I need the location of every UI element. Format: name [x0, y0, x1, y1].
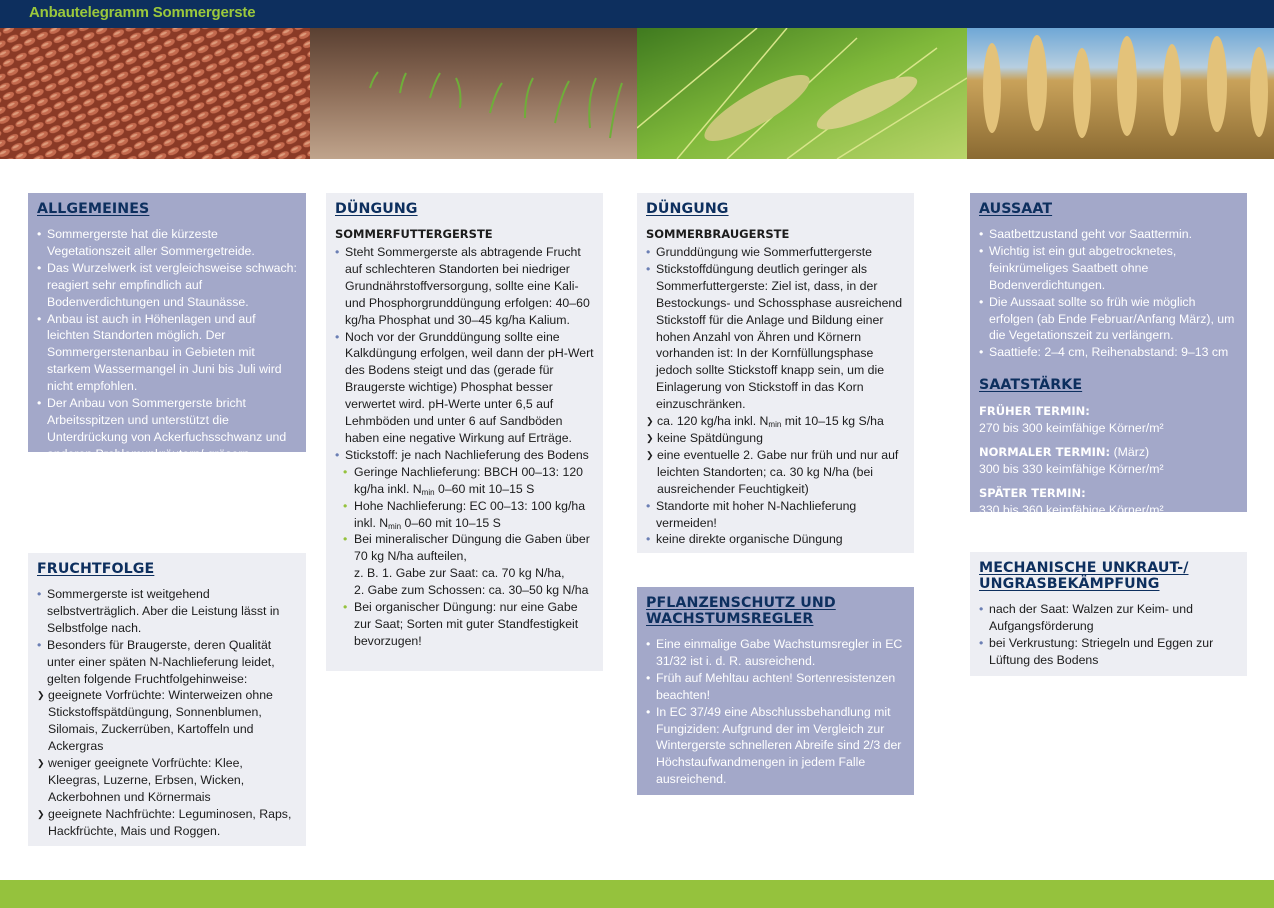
- barley-grains-icon: [0, 28, 310, 159]
- list-item: • Das Wurzelwerk ist vergleichsweise schwach: reagiert sehr empfindlich auf Bodenverdichtungen und Staunässe.: [37, 260, 297, 311]
- page-title: Anbautelegramm Sommergerste: [29, 4, 256, 21]
- list-item: • Steht Sommergerste als abtragende Frucht auf schlechteren Standorten bei niedriger Grundnährstoffversorgung, sollte eine Kali- und Phosphorgrunddüngung erfolgen: 40–60 kg/ha Phosphat und 30–45 kg/ha Kalium.: [335, 244, 594, 329]
- saatstaerke-heading: SAATSTÄRKE: [979, 377, 1083, 394]
- list-item: • Die Aussaat sollte so früh wie möglich erfolgen (ab Ende Februar/Anfang März), um die Vegetationszeit zu verlängern.: [979, 294, 1238, 345]
- list-item: • Geringe Nachlieferung: BBCH 00–13: 120 kg/ha inkl. $N_{min}$ 0–60 mit 10–15 S: [335, 464, 594, 498]
- fruchtfolge-heading: FRUCHTFOLGE: [37, 561, 155, 577]
- seedlings-photo: [310, 28, 637, 159]
- list-item: ❯ keine Spätdüngung: [646, 430, 905, 447]
- green-ears-icon: [637, 28, 967, 159]
- early-term: FRÜHER TERMIN: 270 bis 300 keimfähige Körner/m²: [979, 404, 1164, 436]
- aussaat-list: [979, 226, 1238, 361]
- aussaat-box: [970, 193, 1247, 517]
- list-item: • Der Anbau von Sommergerste bricht Arbeitsspitzen und unterstützt die Unterdrückung von Ackerfuchsschwanz und anderen Problemunkräutern/-gräsern.: [37, 395, 297, 463]
- list-item: • Grunddüngung wie Sommerfuttergerste: [646, 244, 905, 261]
- list-item: • Sommergerste ist weitgehend selbstverträglich. Aber die Leistung lässt in Selbstfolge nach.: [37, 586, 297, 637]
- ripe-ears-photo: [967, 28, 1274, 159]
- list-item: • Wichtig ist ein gut abgetrocknetes, feinkrümeliges Saatbett ohne Bodenverdichtungen.: [979, 243, 1238, 294]
- list-item: ❯ eine eventuelle 2. Gabe nur früh und nur auf leichten Standorten; ca. 30 kg N/ha (bei ausreichender Feuchtigkeit): [646, 447, 905, 498]
- list-item: • Saattiefe: 2–4 cm, Reihenabstand: 9–13 cm: [979, 344, 1238, 361]
- green-ears-photo: [637, 28, 967, 159]
- duengung-futter-subheading: SOMMERFUTTERGERSTE: [335, 227, 493, 241]
- list-item: • Noch vor der Grunddüngung sollte eine Kalkdüngung erfolgen, weil dann der pH-Wert des Bodens steigt und das (gerade für Braugerste wichtige) Phosphat besser verwertet wird. pH-Werte unter 6,5 auf Lehmböden und unter 6 auf Sandböden haben eine negative Wirkung auf Erträge.: [335, 329, 594, 447]
- list-item: • Saatbettzustand geht vor Saattermin.: [979, 226, 1238, 243]
- unkraut-list: [979, 601, 1238, 669]
- fruchtfolge-list: [37, 586, 297, 840]
- header-bar: [0, 0, 1274, 28]
- list-item: • Standorte mit hoher N-Nachlieferung vermeiden!: [646, 498, 905, 532]
- pflanzenschutz-box: [637, 587, 914, 795]
- duengung-futter-list: [335, 244, 594, 650]
- unkraut-heading: MECHANISCHE UNKRAUT-/ UNGRASBEKÄMPFUNG: [979, 560, 1189, 592]
- duengung-futtergerste-box: [326, 193, 603, 671]
- list-item: ❯ weniger geeignete Vorfrüchte: Klee, Kleegras, Luzerne, Erbsen, Wicken, Ackerbohnen und Körnermais: [37, 755, 297, 806]
- duengung-braugerste-box: [637, 193, 914, 553]
- list-item: • Bei mineralischer Düngung die Gaben über 70 kg N/ha aufteilen, z. B. 1. Gabe zur Saat: ca. 70 kg N/ha, 2. Gabe zum Schossen: ca. 30–50 kg N/ha: [335, 531, 594, 599]
- late-term: SPÄTER TERMIN: 330 bis 360 keimfähige Körner/m²: [979, 485, 1164, 517]
- list-item: ❯ geeignete Vorfrüchte: Winterweizen ohne Stickstoffspätdüngung, Sonnenblumen, Silomais, Zuckerrüben, Kartoffeln und Ackergras: [37, 687, 297, 755]
- unkraut-box: [970, 552, 1247, 676]
- ripe-ears-icon: [967, 28, 1274, 159]
- list-item: • Anbau ist auch in Höhenlagen und auf leichten Standorten möglich. Der Sommergerstenanbau in Gebieten mit starkem Wassermangel in Juni bis Juli wird nicht empfohlen.: [37, 311, 297, 396]
- list-item: • Hohe Nachlieferung: EC 00–13: 100 kg/ha inkl. $N_{min}$ 0–60 mit 10–15 S: [335, 498, 594, 532]
- duengung-brau-list: [646, 244, 905, 548]
- footer-bar: [0, 880, 1274, 908]
- normal-term: NORMALER TERMIN: (März) 300 bis 330 keimfähige Körner/m²: [979, 445, 1164, 476]
- list-item: • Eine einmalige Gabe Wachstumsregler in EC 31/32 ist i. d. R. ausreichend.: [646, 636, 905, 670]
- list-item: ❯ geeignete Nachfrüchte: Leguminosen, Raps, Hackfrüchte, Mais und Roggen.: [37, 806, 297, 840]
- allgemeines-heading: ALLGEMEINES: [37, 201, 150, 217]
- list-item: • Sommergerste hat die kürzeste Vegetationszeit aller Sommergetreide.: [37, 226, 297, 260]
- duengung-futter-heading: DÜNGUNG: [335, 201, 418, 217]
- duengung-brau-subheading: SOMMERBRAUGERSTE: [646, 227, 790, 241]
- seedlings-icon: [310, 28, 637, 159]
- allgemeines-box: [28, 193, 306, 461]
- list-item: • Stickstoffdüngung deutlich geringer als Sommerfuttergerste: Ziel ist, dass, in der Bestockungs- und Schossphase ausreichend Stickstoff für die Anlage und Bildung einer hohen Anzahl von Ähren und Körnern vorhanden ist: In der Kornfüllungsphase jedoch sollte Stickstoff knapp sein, um die Einlagerung von Stickstoff in das Korn einzuschränken.: [646, 261, 905, 413]
- list-item: • bei Verkrustung: Striegeln und Eggen zur Lüftung des Bodens: [979, 635, 1238, 669]
- list-item: ❯ ca. 120 kg/ha inkl. $N_{min}$ mit 10–15 kg S/ha: [646, 413, 905, 430]
- list-item: • keine direkte organische Düngung: [646, 531, 905, 548]
- fruchtfolge-box: [28, 553, 306, 846]
- list-item: • nach der Saat: Walzen zur Keim- und Aufgangsförderung: [979, 601, 1238, 635]
- allgemeines-list: [37, 226, 297, 463]
- list-item: • Besonders für Braugerste, deren Qualität unter einer späten N-Nachlieferung leidet, gelten folgende Fruchtfolgehinweise:: [37, 637, 297, 688]
- list-item: • Früh auf Mehltau achten! Sortenresistenzen beachten!: [646, 670, 905, 704]
- list-item: • Stickstoff: je nach Nachlieferung des Bodens: [335, 447, 594, 464]
- barley-grains-photo: [0, 28, 310, 159]
- pflanzenschutz-list: [646, 636, 905, 788]
- list-item: • Bei organischer Düngung: nur eine Gabe zur Saat; Sorten mit guter Standfestigkeit bevorzugen!: [335, 599, 594, 650]
- pflanzenschutz-heading: PFLANZENSCHUTZ UND WACHSTUMSREGLER: [646, 595, 836, 627]
- list-item: • In EC 37/49 eine Abschlussbehandlung mit Fungiziden: Aufgrund der im Vergleich zur Wintergerste schnelleren Abreife sind 2/3 der Höchstaufwandmengen in jedem Falle ausreichend.: [646, 704, 905, 789]
- duengung-brau-heading: DÜNGUNG: [646, 201, 729, 217]
- aussaat-heading: AUSSAAT: [979, 201, 1053, 217]
